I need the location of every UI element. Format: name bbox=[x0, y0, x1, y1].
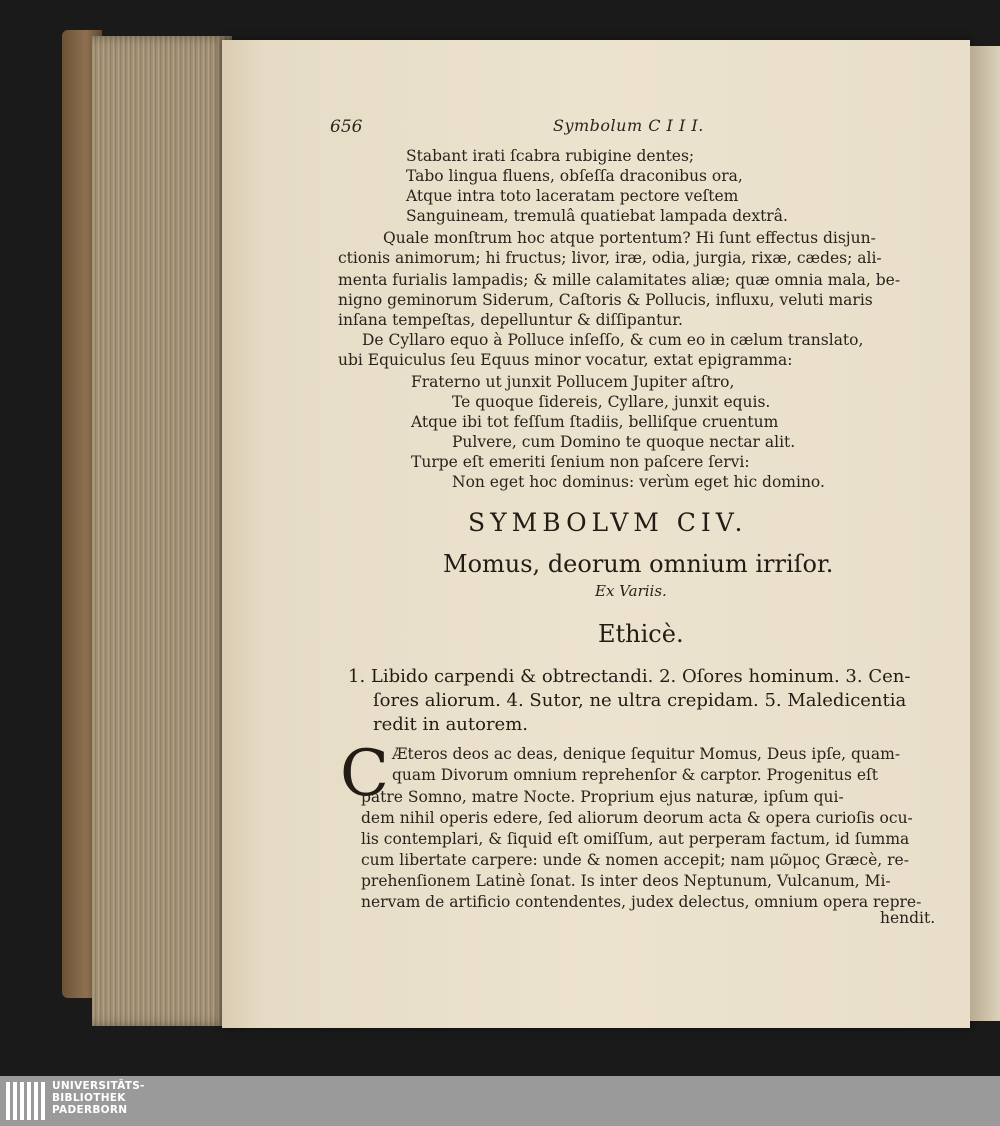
poem-line: Atque intra toto laceratam pectore veſtem bbox=[406, 187, 739, 205]
list-line: 1. Libido carpendi & obtrectandi. 2. Oſores hominum. 3. Cen- bbox=[348, 666, 911, 687]
prose-line: nervam de artificio contendentes, judex delectus, omnium opera repre- bbox=[361, 893, 922, 911]
page-fore-edge bbox=[92, 36, 232, 1026]
section-source: Ex Variis. bbox=[595, 582, 667, 600]
prose-line: dem nihil operis edere, ſed aliorum deorum acta & opera curioſis ocu- bbox=[361, 809, 913, 827]
poem-line: Atque ibi tot feſſum ſtadiis, belliſque cruentum bbox=[411, 413, 779, 431]
prose-line: menta furialis lampadis; & mille calamitates aliæ; quæ omnia mala, be- bbox=[338, 271, 901, 289]
prose-line: cum libertate carpere: unde & nomen accepit; nam μῶμος Græcè, re- bbox=[361, 851, 909, 869]
prose-line: ubi Equiculus ſeu Equus minor vocatur, extat epigramma: bbox=[338, 351, 793, 369]
drop-cap: C bbox=[340, 737, 389, 811]
facing-page-edge bbox=[970, 46, 1000, 1021]
poem-line: Turpe eſt emeriti ſenium non paſcere ſervi: bbox=[411, 453, 750, 471]
page-number: 656 bbox=[330, 117, 363, 137]
library-logo-icon bbox=[6, 1082, 46, 1120]
poem-line: Non eget hoc dominus: verùm eget hic domino. bbox=[452, 473, 825, 491]
poem-line: Pulvere, cum Domino te quoque nectar alit. bbox=[452, 433, 796, 451]
poem-line: Sanguineam, tremulâ quatiebat lampada dextrâ. bbox=[406, 207, 788, 225]
prose-line: De Cyllaro equo à Polluce inſeſſo, & cum eo in cælum translato, bbox=[362, 331, 864, 349]
footer-bar bbox=[0, 1076, 1000, 1126]
running-head: Symbolum C I I I. bbox=[553, 116, 704, 135]
prose-line: prehenſionem Latinè ſonat. Is inter deos Neptunum, Vulcanum, Mi- bbox=[361, 872, 891, 890]
list-line: redit in autorem. bbox=[373, 714, 529, 735]
poem-line: Te quoque ſidereis, Cyllare, junxit equis. bbox=[452, 393, 771, 411]
prose-line: inſana tempeſtas, depelluntur & diſſipantur. bbox=[338, 311, 683, 329]
section-subtitle: Ethicè. bbox=[598, 620, 684, 648]
logo-line: PADERBORN bbox=[52, 1104, 128, 1116]
library-logo-text bbox=[52, 1080, 145, 1116]
logo-line: BIBLIOTHEK bbox=[52, 1092, 126, 1104]
poem-line: Fraterno ut junxit Pollucem Jupiter aſtro, bbox=[411, 373, 735, 391]
prose-line: Æteros deos ac deas, denique ſequitur Momus, Deus ipſe, quam- bbox=[392, 745, 901, 763]
section-title: Momus, deorum omnium irriſor. bbox=[443, 550, 834, 578]
list-line: ſores aliorum. 4. Sutor, ne ultra crepidam. 5. Maledicentia bbox=[373, 690, 907, 711]
poem-line: Tabo lingua fluens, obſeſſa draconibus ora, bbox=[406, 167, 743, 185]
prose-line: hendit. bbox=[880, 909, 936, 927]
prose-line: nigno geminorum Siderum, Caſtoris & Pollucis, influxu, veluti maris bbox=[338, 291, 873, 309]
prose-line: quam Divorum omnium reprehenſor & carptor. Progenitus eſt bbox=[392, 766, 879, 784]
logo-line: UNIVERSITÄTS- bbox=[52, 1080, 145, 1092]
poem-line: Stabant irati ſcabra rubigine dentes; bbox=[406, 147, 695, 165]
prose-line: lis contemplari, & ſiquid eſt omiſſum, aut perperam factum, id ſumma bbox=[361, 830, 910, 848]
prose-line: patre Somno, matre Nocte. Proprium ejus naturæ, ipſum qui- bbox=[361, 788, 844, 806]
prose-line: ctionis animorum; hi fructus; livor, iræ, odia, jurgia, rixæ, cædes; ali- bbox=[338, 249, 882, 267]
prose-line: Quale monſtrum hoc atque portentum? Hi ſunt effectus disjun- bbox=[383, 229, 876, 247]
section-heading: SYMBOLVM CIV. bbox=[468, 508, 748, 537]
